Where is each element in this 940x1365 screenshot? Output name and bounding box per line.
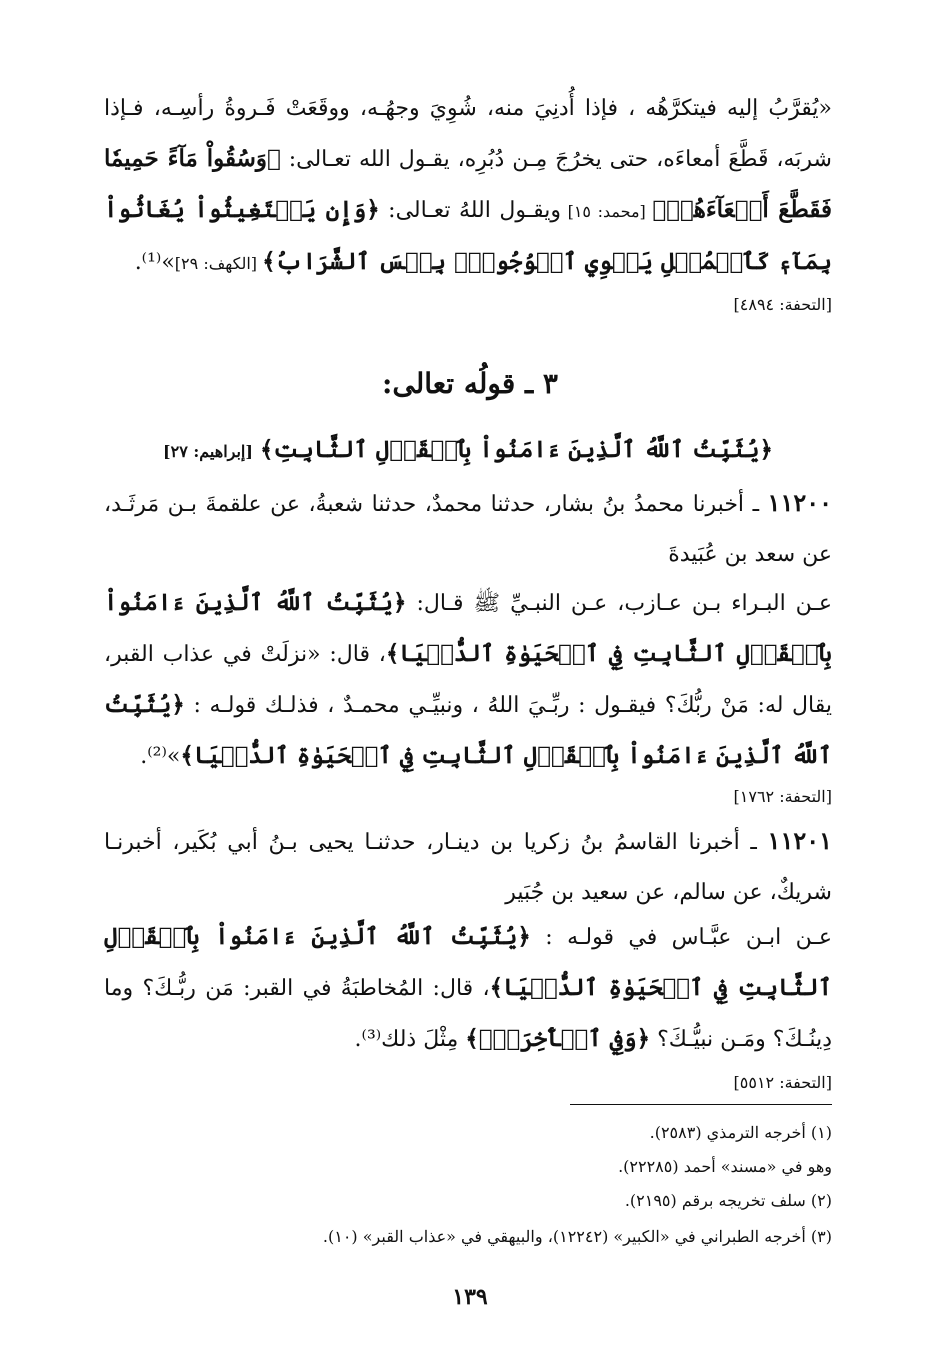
quran-quote: ﴿يُثَبِّتُ ٱللَّهُ ٱلَّذِينَ ءَامَنُواْ بِٱلۡقَوۡلِ ٱلثَّابِتِ فِي ٱلۡحَيَوٰةِ ٱلدُّنۡيَا﴾ (104, 691, 832, 769)
quran-quote: ﴿وَإِن يَسۡتَغِيثُواْ يُغَاثُواْ بِمَآءٖ كَٱلۡمُهۡلِ يَشۡوِي ٱلۡوُجُوهَۚ بِئۡسَ ٱلشَّرَابُ﴾ (104, 196, 832, 275)
footnote-2: (٢) سلف تخريجه برقم (٢١٩٥). (624, 1191, 832, 1210)
quran-quote: ﴿وَسُقُواْ مَآءً حَمِيمٗا فَقَطَّعَ أَمۡعَآءَهُمۡ﴾ (104, 145, 832, 223)
hadith-11201-matn (104, 912, 832, 1065)
footnote-3: (٣) أخرجه الطبراني في «الكبير» (١٢٢٤٢)، والبيهقي في «عذاب القبر» (١٠). (322, 1227, 832, 1246)
quran-quote: ﴿وَفِي ٱلۡأٓخِرَةِۖ﴾ (465, 1025, 651, 1052)
intro-paragraph (104, 84, 832, 289)
hadith-number: ١١٢٠١ (767, 826, 832, 855)
section-verse-line (104, 430, 832, 472)
section-title: ٣ ـ قولُه تعالى: (382, 367, 558, 400)
tuhfa-reference: [التحفة: ٥٥١٢] (733, 1073, 832, 1092)
isnad-text: ـ أخبرنا محمدُ بنُ بشار، حدثنا محمدٌ، حدثنا شعبةُ، عن علقمةَ بـن مَرثَـد، عن سعد بن عُبَيدةَ (104, 492, 832, 567)
footnote-marker: »⁽²⁾. (140, 744, 181, 769)
section-verse-reference: [إبراهيم: ٢٧] (163, 442, 253, 461)
page-number: ١٣٩ (452, 1284, 488, 1310)
hadith-number: ١١٢٠٠ (767, 488, 832, 517)
intro-text-2: ويقـول اللهُ تعـالى: (379, 198, 562, 223)
footnote-1-continued: وهو في «مسند» أحمد (٢٢٢٨٥). (618, 1157, 832, 1176)
hadith-11200-matn (104, 578, 832, 782)
matn-text-3: مِثْلَ ذلك⁽³⁾. (354, 1027, 466, 1052)
hadith-11200-isnad (104, 478, 832, 580)
matn-text-2: ، قال: المُخاطبَةُ في القبر: مَن ربُّـكَ؟ وما دِينُـكَ؟ ومَـن نبيُّـكَ؟ (104, 976, 832, 1052)
verse-reference: [الكهف: ٢٩] (174, 254, 263, 273)
footnote-1: (١) أخرجه الترمذي (٢٥٨٣). (649, 1123, 832, 1142)
isnad-text: ـ أخبرنا القاسمُ بنُ زكريا بن دينـار، حدثنـا يحيى بـنُ أبي بُكَير، أخبرنـا شريكٌ، عن سالم، عن سعيد بن جُبَير (104, 830, 832, 905)
quran-quote: ﴿يُثَبِّتُ ٱللَّهُ ٱلَّذِينَ ءَامَنُواْ بِٱلۡقَوۡلِ ٱلثَّابِتِ فِي ٱلۡحَيَوٰةِ ٱلدُّنۡيَا﴾ (104, 589, 832, 667)
matn-text-2: ، قال: «نزلَتْ في عذاب القبر، يقال له: مَنْ ربُّكَ؟ فيقـول : ربِّـيَ اللهُ ، ونبيِّـي محمـدٌ ، فذلـك قولـه : (104, 642, 832, 718)
quran-quote: ﴿يُثَبِّتُ ٱللَّهُ ٱلَّذِينَ ءَامَنُواْ بِٱلۡقَوۡلِ ٱلثَّابِتِ فِي ٱلۡحَيَوٰةِ ٱلدُّنۡيَا﴾ (104, 923, 832, 1001)
tuhfa-reference: [التحفة: ٤٨٩٤] (733, 295, 832, 314)
hadith-11201-isnad (104, 816, 832, 918)
verse-reference: [محمد: ١٥] (561, 202, 653, 221)
matn-text-1: عـن البـراء بـن عـازب، عـن النبـيِّ ﷺ قـال: (406, 591, 832, 616)
matn-text-1: عـن ابـن عبَّـاس في قولـه : (530, 925, 832, 950)
footnote-marker: »⁽¹⁾. (134, 250, 175, 275)
footnote-divider (570, 1104, 832, 1105)
section-verse: ﴿يُثَبِّتُ ٱللَّهُ ٱلَّذِينَ ءَامَنُواْ بِٱلۡقَوۡلِ ٱلثَّابِتِ﴾ (259, 436, 773, 463)
intro-text-1: «يُقرَّبُ إليه فيتكرَّهُه ، فإذا أُدنِيَ منه، شُوِيَ وجهُـه، ووقَعَتْ فَـروةُ رأسِـه، فـإذا شربَه، قَطَّعَ أمعاءَه، حتى يخرُجَ مِـن دُبُرِه، يقـول الله تعـالى: (104, 96, 832, 172)
tuhfa-reference: [التحفة: ١٧٦٢] (733, 787, 832, 806)
